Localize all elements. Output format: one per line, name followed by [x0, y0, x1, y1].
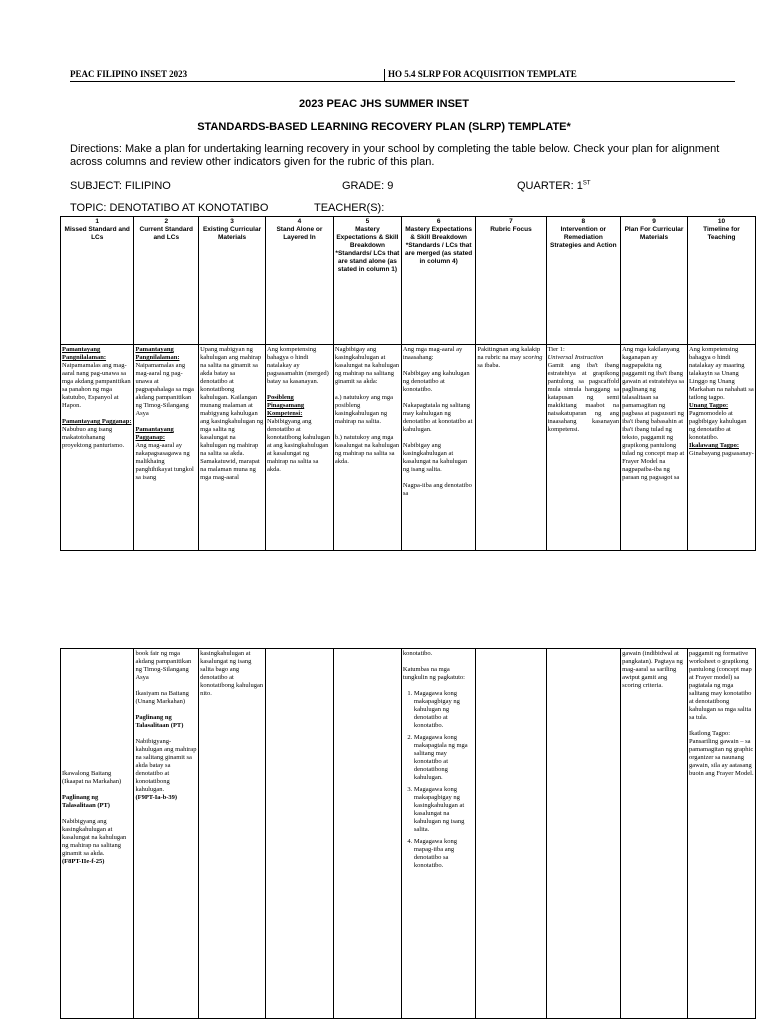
subject-field: SUBJECT: FILIPINO [70, 180, 171, 192]
header-row [61, 217, 756, 345]
directions: Directions: Make a plan for undertaking learning recovery in your school by completing the table below. Check your plan for alignment across columns and review other indicators given for the rubric of this plan. [70, 143, 720, 168]
cell-rubric-focus: Pakitingnan ang kalakip na rubric na may scoring sa ibaba. [476, 345, 546, 551]
slrp-table-bottom [60, 648, 756, 1019]
cell-plan-materials: Ang mga kakilanyang kaganapan ay nagpapakita ng paggamit ng iba't ibang gawain at estratehiya sa paglinang ng talasalitaan sa pamamagitan ng pagbasa at pagsusuri ng iba't ibang babasahin at iba't ibang tulad ng teksto, paggamit ng grapikong pantulong tulad ng concept map at Frayer Model na nagpapaiba-iba ng paraan ng pagsagot sa [621, 345, 688, 551]
col-header-6: 6 Mastery Expectations & Skill Breakdown *Standards / LCs that are merged (as stated in column 4) [401, 217, 476, 345]
col-header-5: 5 Mastery Expectations & Skill Breakdown *Standards/ LCs that are stand alone (as stated in column 1) [333, 217, 401, 345]
document-subtitle: STANDARDS-BASED LEARNING RECOVERY PLAN (SLRP) TEMPLATE* [197, 121, 571, 133]
cell-mastery-stand-alone: Nagbibigay ang kasingkahulugan at kasalungat na kahulugan ng mahirap na salitang ginamit sa akda: a.) natutukoy ang mga posibleng kasingkahulugan ng mahirap na salita. b.) natutukoy ang mga kasalungat na kahulugan ng mahirap na salita sa akda. [333, 345, 401, 551]
cell-intervention: Tier 1: Universal Instruction Gamit ang iba't ibang estratehiya at grapikong pantulong sa pagscaffold mula simula hanggang sa katapusan ng semi makikitang maabot na naisakatuparan ng ang inaasahang kasanayan kompetensi. [546, 345, 621, 551]
col-header-9: 9 Plan For Curricular Materials [621, 217, 688, 345]
cell-timeline: Ang kompetensing bahagya o hindi natalakay ay maaring talakayin sa Unang Linggo ng Unang Markahan na nahahati sa tatlong tagpo. Unang Tagpo: Pagmomodelo at pagbibigay kahulugan ng denotatibo at konotatibo. Ikalawang Tagpo: Ginabayang pagsasanay- [687, 345, 755, 551]
cell-intervention-cont [546, 649, 621, 1019]
header-right: HO 5.4 SLRP FOR ACQUISITION TEMPLATE [388, 69, 577, 79]
content-row-bottom [61, 649, 756, 1019]
cell-missed-standard: Pamantayang Pangnilalaman: Naipamamalas ang mag-aaral nang pag-unawa sa mga akdang pampanitikan sa panahon ng mga katutubo, Espanyol at Hapon. Pamantayang Pagganap: Nabubuo ang isang makatotohanang proyektong panturismo. [61, 345, 134, 551]
header-left: PEAC FILIPINO INSET 2023 [70, 69, 385, 81]
list-item: 2. Magagawa kong makapagtala ng mga salitang may konotatibo at denotatibong kahulugan. [414, 734, 475, 782]
col-header-1: 1 Missed Standard and LCs [61, 217, 134, 345]
col-header-10: 10 Timeline for Teaching [687, 217, 755, 345]
cell-plan-materials-cont: gawain (indibidwal at pangkatan). Pagtaya ng mag-aaral sa sariling awtput gamit ang scoring criteria. [621, 649, 688, 1019]
cell-mastery-merged-cont: konotatibo. Katumbas na mga tungkulin ng pagkatuto: 1. Magagawa kong makapagbigay ng kahulugan ng denotatibo at konotatibo. 2. Magagawa kong makapagtala ng mga salitang may konotatibo at denotatibong kahulugan. 3. Magagawa kong makapagbigay ng kasingkahulugan at kasalungat na kahulugan ng isang salita. 4. Magagawa kong mapag-iiba ang denotatibo sa konotatibo. [401, 649, 476, 1019]
cell-missed-standard-cont: Ikawalong Baitang (Ikaapat na Markahan) Paglinang ng Talasalitaan (PT) Nabibigyang ang kasingkahulugan at kasalungat na kahulugan ng mahirap na salitang ginamit sa akda. (F8PT-IIe-f-25) [61, 649, 134, 1019]
teachers-field: TEACHER(S): [314, 202, 385, 214]
col-header-7: 7 Rubric Focus [476, 217, 546, 345]
topic-field: TOPIC: DENOTATIBO AT KONOTATIBO [70, 202, 269, 214]
cell-current-standard-cont: book fair ng mga akdang pampanitikan ng Timog-Silangang Asya Ikasiyam na Baitang (Unang Markahan) Paglinang ng Talasalitaan (PT) Nabibigyang-kahulugan ang mahirap na salitang ginamit sa akda batay sa denotatibo at konotatibong kahulugan. (F9PT-Ia-b-39) [134, 649, 199, 1019]
document-title: 2023 PEAC JHS SUMMER INSET [299, 98, 469, 110]
cell-existing-materials-cont: kasingkahulugan at kasalungat ng isang salita bago ang denotatibo at konotatibong kahulugan nito. [199, 649, 266, 1019]
cell-current-standard: Pamantayang Pangnilalaman: Naipamamalas ang mag-aaral ng pag-unawa at pagpapahalaga sa mga akdang pampanitikan ng Timog-Silangang Asya Pamantayang Pagganap: Ang mag-aaral ay nakapagsasagawa ng malikhaing panghihikayat tungkol sa isang [134, 345, 199, 551]
col-header-2: 2 Current Standard and LCs [134, 217, 199, 345]
cell-mastery-stand-alone-cont [333, 649, 401, 1019]
learning-targets-list [403, 690, 475, 870]
cell-stand-alone-layered-cont [265, 649, 333, 1019]
list-item: 4. Magagawa kong mapag-iiba ang denotatibo sa konotatibo. [414, 838, 475, 870]
cell-rubric-focus-cont [476, 649, 546, 1019]
list-item: 3. Magagawa kong makapagbigay ng kasingkahulugan at kasalungat na kahulugan ng isang salita. [414, 786, 475, 834]
grade-field: GRADE: 9 [342, 180, 394, 192]
col-header-3: 3 Existing Curricular Materials [199, 217, 266, 345]
cell-existing-materials: Upang mabigyan ng kahulugan ang mahirap na salita na ginamit sa akda batay sa denotatibo at konotatibong kahulugan. Kailangan munang malaman at mabigyang kahulugan ang kasingkahulugan ng mga salita ng kasalungat na kahulugan ng mahirap na salita sa akda. Samakatuwid, marapat na malaman muna ng mga mag-aaral [199, 345, 266, 551]
cell-timeline-cont: paggamit ng formative worksheet o grapikong pantulong (concept map at Frayer model) sa pagtatala ng mga salitang may konotatibo at denotatibong kahulugan sa mga salita sa tula. Ikatlong Tagpo: Pansariling gawain – sa pamamagitan ng graphic organizer sa naunang gawain, sila ay aatasang buoin ang Frayer Model. [687, 649, 755, 1019]
quarter-field: QUARTER: 1ST [517, 180, 591, 192]
slrp-table-top [60, 216, 756, 551]
col-header-4: 4 Stand Alone or Layered In [265, 217, 333, 345]
col-header-8: 8 Intervention or Remediation Strategies and Action [546, 217, 621, 345]
cell-stand-alone-layered: Ang kompetensing bahagya o hindi natalakay ay pagsasamahin (merged) batay sa kasanayan. Posibleng Pinagsamang Kompetensi: Nabibigyang ang denotatibo at konotatibong kahulugan at ang kasingkahulugan at kasalungat ng mahirap na salita sa akda. [265, 345, 333, 551]
list-item: 1. Magagawa kong makapagbigay ng kahulugan ng denotatibo at konotatibo. [414, 690, 475, 730]
content-row-top [61, 345, 756, 551]
document-header [70, 68, 735, 82]
cell-mastery-merged: Ang mga mag-aaral ay inaasahang: Nabibigay ang kahulugan ng denotatibo at konotatibo. Nakapagtatala ng salitang may kahulugan ng denotatibo at konotatibo at kahulugan. Nabibigay ang kasingkahulugan at kasalungat na kahulugan ng isang salita. Nagpa-iiba ang denotatibo sa [401, 345, 476, 551]
